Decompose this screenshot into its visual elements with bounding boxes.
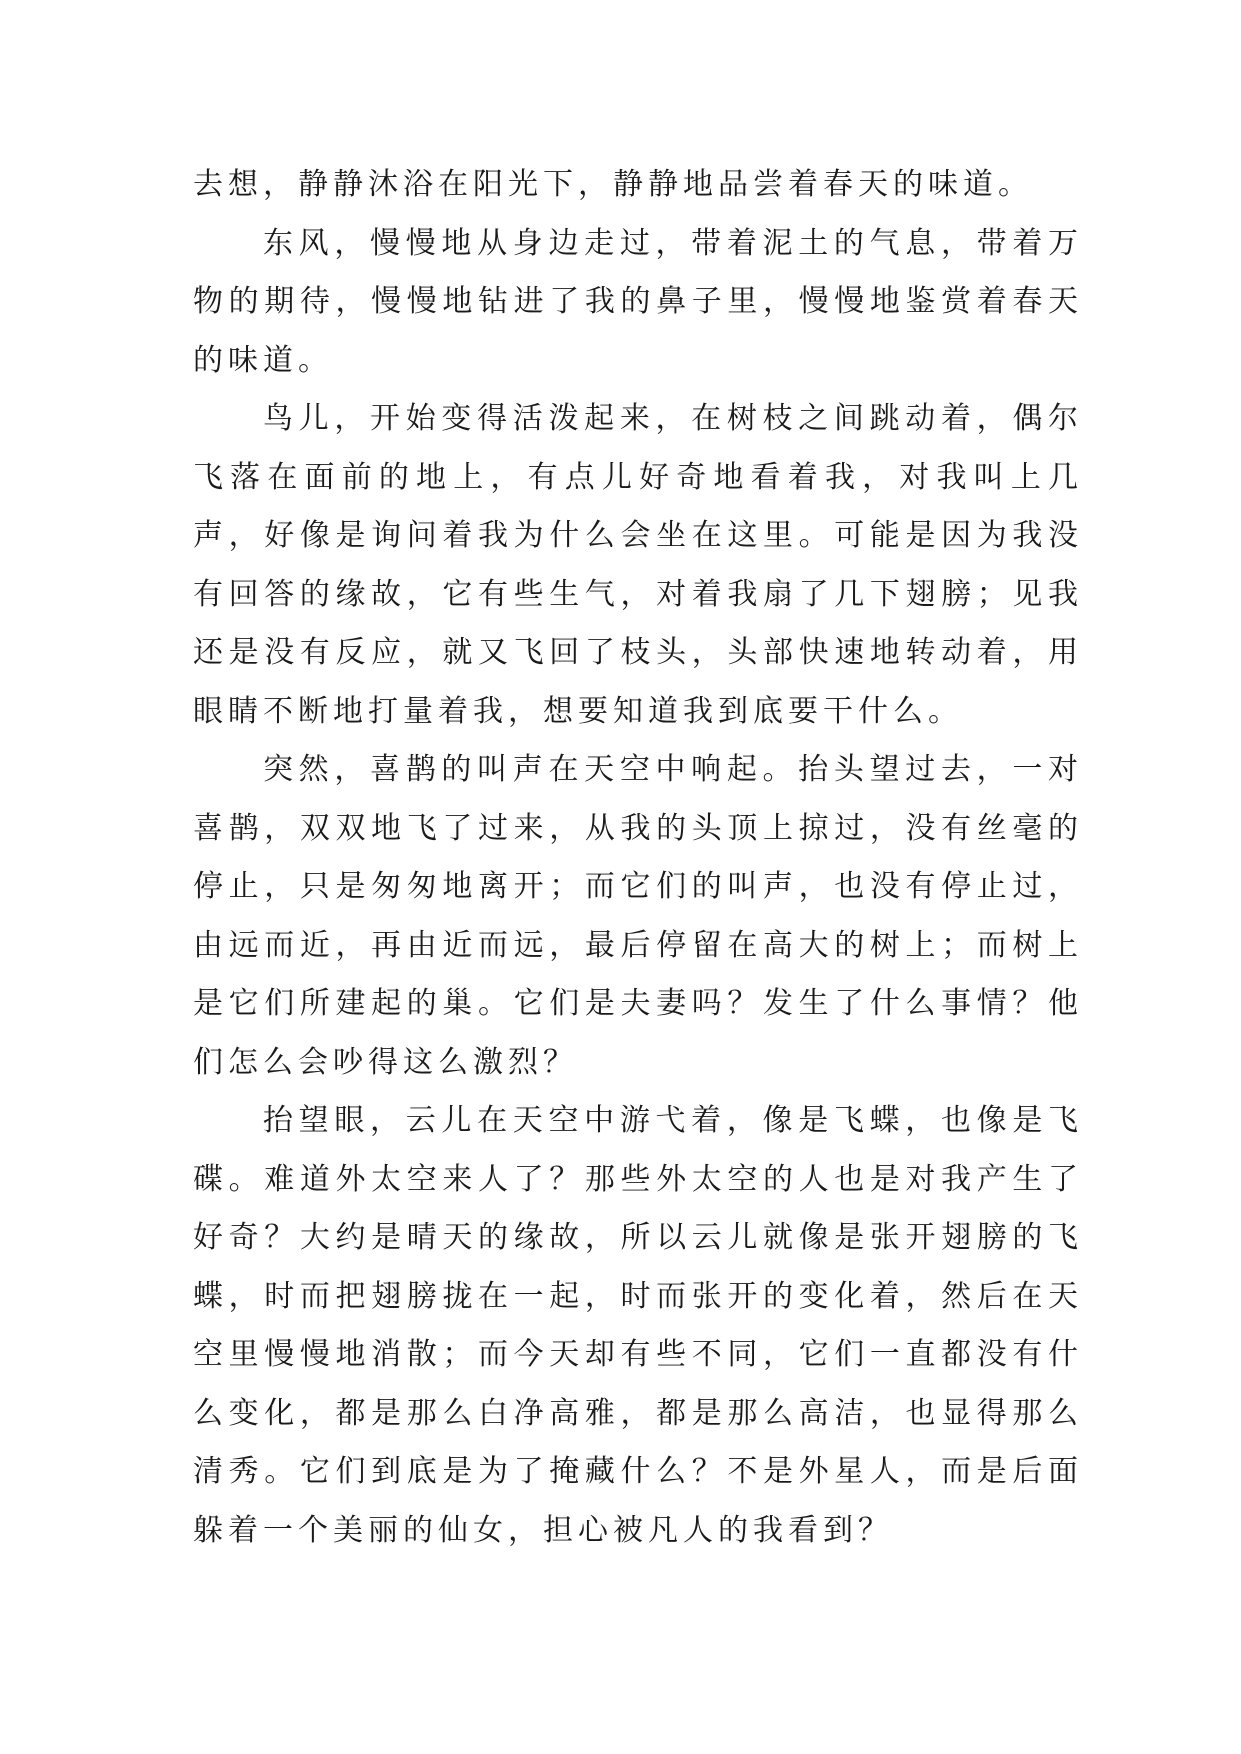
document-body <box>193 156 1083 1560</box>
paragraph: 去想，静静沐浴在阳光下，静静地品尝着春天的味道。 <box>193 167 1033 202</box>
paragraph: 突然，喜鹊的叫声在天空中响起。抬头望过去，一对喜鹊，双双地飞了过来，从我的头顶上掠过，没有丝毫的停止，只是匆匆地离开；而它们的叫声，也没有停止过，由远而近，再由近而远，最后停留在高大的树上；而树上是它们所建起的巢。它们是夫妻吗？发生了什么事情？他们怎么会吵得这么激烈？ <box>193 752 1083 1080</box>
paragraph: 东风，慢慢地从身边走过，带着泥土的气息，带着万物的期待，慢慢地钻进了我的鼻子里，慢慢地鉴赏着春天的味道。 <box>193 225 1083 378</box>
paragraph: 抬望眼，云儿在天空中游弋着，像是飞蝶，也像是飞碟。难道外太空来人了？那些外太空的人也是对我产生了好奇？大约是晴天的缘故，所以云儿就像是张开翅膀的飞蝶，时而把翅膀拢在一起，时而张开的变化着，然后在天空里慢慢地消散；而今天却有些不同，它们一直都没有什么变化，都是那么白净高雅，都是那么高洁，也显得那么清秀。它们到底是为了掩藏什么？不是外星人，而是后面躲着一个美丽的仙女，担心被凡人的我看到？ <box>193 1103 1083 1548</box>
paragraph: 鸟儿，开始变得活泼起来，在树枝之间跳动着，偶尔飞落在面前的地上，有点儿好奇地看着我，对我叫上几声，好像是询问着我为什么会坐在这里。可能是因为我没有回答的缘故，它有些生气，对着我扇了几下翅膀；见我还是没有反应，就又飞回了枝头，头部快速地转动着，用眼睛不断地打量着我，想要知道我到底要干什么。 <box>193 401 1083 729</box>
